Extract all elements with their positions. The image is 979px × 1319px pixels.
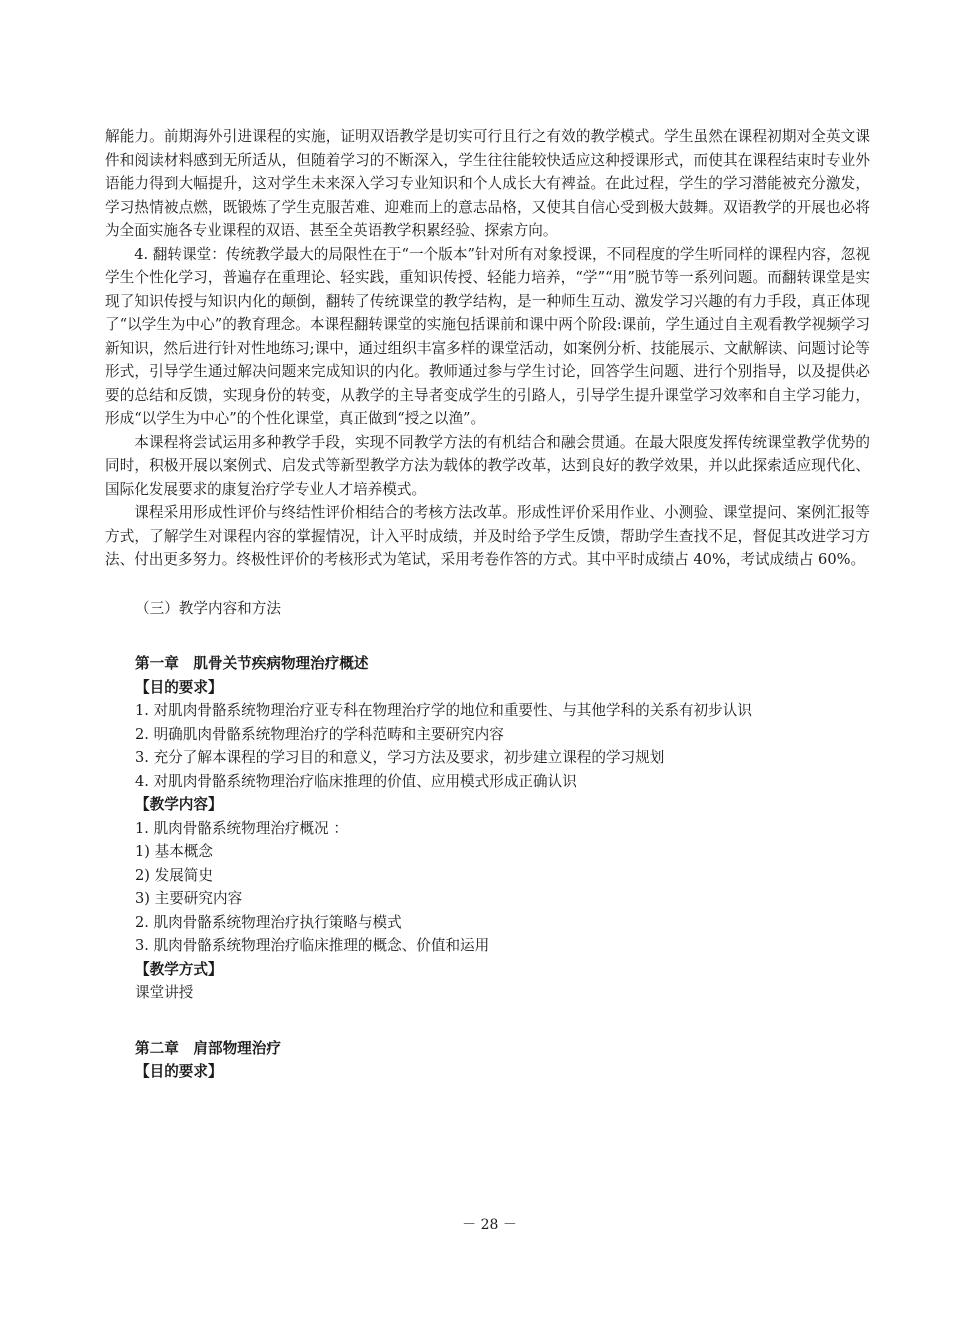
objective-item: 4. 对肌肉骨骼系统物理治疗临床推理的价值、应用模式形成正确认识 xyxy=(135,772,577,790)
document-body xyxy=(105,125,870,1084)
paragraph-teaching-methods: 本课程将尝试运用多种教学手段，实现不同教学方法的有机结合和融会贯通。在最大限度发挥传统课堂教学优势的同时，积极开展以案例式、启发式等新型教学方法为载体的教学改革，达到良好的教学效果，并以此探索适应现代化、国际化发展要求的康复治疗学专业人才培养模式。 xyxy=(105,433,870,498)
content-item: 1) 基本概念 xyxy=(135,843,213,860)
content-item: 2. 肌肉骨骼系统物理治疗执行策略与模式 xyxy=(135,913,402,931)
objective-item: 2. 明确肌肉骨骼系统物理治疗的学科范畴和主要研究内容 xyxy=(135,725,504,743)
content-item: 3. 肌肉骨骼系统物理治疗临床推理的概念、价值和运用 xyxy=(135,937,490,954)
chapter-1-method: 课堂讲授 xyxy=(135,984,194,1001)
chapter-2-objectives-label: 【目的要求】 xyxy=(135,1063,223,1080)
paragraph-continuation: 解能力。前期海外引进课程的实施，证明双语教学是切实可行且行之有效的教学模式。学生虽然在课程初期对全英文课件和阅读材料感到无所适从，但随着学习的不断深入，学生往往能较快适应这种授课形式，而使其在课程结束时专业外语能力得到大幅提升，这对学生未来深入学习专业知识和个人成长大有裨益。在此过程，学生的学习潜能被充分激发，学习热情被点燃，既锻炼了学生克服苦难、迎难而上的意志品格，又使其自信心受到极大鼓舞。双语教学的开展也必将为全面实施各专业课程的双语、甚至全英语教学积累经验、探索方向。 xyxy=(105,128,870,239)
chapter-2-title: 第二章 肩部物理治疗 xyxy=(135,1039,281,1057)
section-heading: （三）教学内容和方法 xyxy=(135,599,281,617)
objective-item: 1. 对肌肉骨骼系统物理治疗亚专科在物理治疗学的地位和重要性、与其他学科的关系有初步认识 xyxy=(135,702,752,719)
content-item: 1. 肌肉骨骼系统物理治疗概况 ： xyxy=(135,819,348,837)
chapter-1-content-label: 【教学内容】 xyxy=(135,796,223,813)
paragraph-assessment: 课程采用形成性评价与终结性评价相结合的考核方法改革。形成性评价采用作业、小测验、课堂提问、案例汇报等方式，了解学生对课程内容的掌握情况，计入平时成绩，并及时给予学生反馈，帮助学生查找不足，督促其改进学习方法、付出更多努力。终极性评价的考核形式为笔试，采用考卷作答的方式。其中平时成绩占 40%，考试成绩占 60%。 xyxy=(105,504,870,568)
chapter-1-title: 第一章 肌骨关节疾病物理治疗概述 xyxy=(135,655,369,672)
paragraph-flipped-classroom: 4. 翻转课堂：传统教学最大的局限性在于“一个版本”针对所有对象授课，不同程度的学生听同样的课程内容，忽视学生个性化学习，普遍存在重理论、轻实践，重知识传授、轻能力培养，“学”“用”脱节等一系列问题。而翻转课堂是实现了知识传授与知识内化的颠倒，翻转了传统课堂的教学结构，是一种师生互动、激发学习兴趣的有力手段，真正体现了“以学生为中心”的教育理念。本课程翻转课堂的实施包括课前和课中两个阶段:课前，学生通过自主观看教学视频学习新知识，然后进行针对性地练习;课中，通过组织丰富多样的课堂活动，如案例分析、技能展示、文献解读、问题讨论等形式，引导学生通过解决问题来完成知识的内化。教师通过参与学生讨论，回答学生问题、进行个别指导，以及提供必要的总结和反馈，实现身份的转变，从教学的主导者变成学生的引路人，引导学生提升课堂学习效率和自主学习能力，形成“以学生为中心”的个性化课堂，真正做到“授之以渔”。 xyxy=(105,245,870,427)
chapter-1-objectives-label: 【目的要求】 xyxy=(135,678,223,696)
content-item: 2) 发展简史 xyxy=(135,866,213,884)
chapter-1-method-label: 【教学方式】 xyxy=(135,960,223,978)
content-item: 3) 主要研究内容 xyxy=(135,890,243,907)
page-number: － 28 － xyxy=(462,1217,517,1233)
objective-item: 3. 充分了解本课程的学习目的和意义，学习方法及要求，初步建立课程的学习规划 xyxy=(135,749,665,766)
